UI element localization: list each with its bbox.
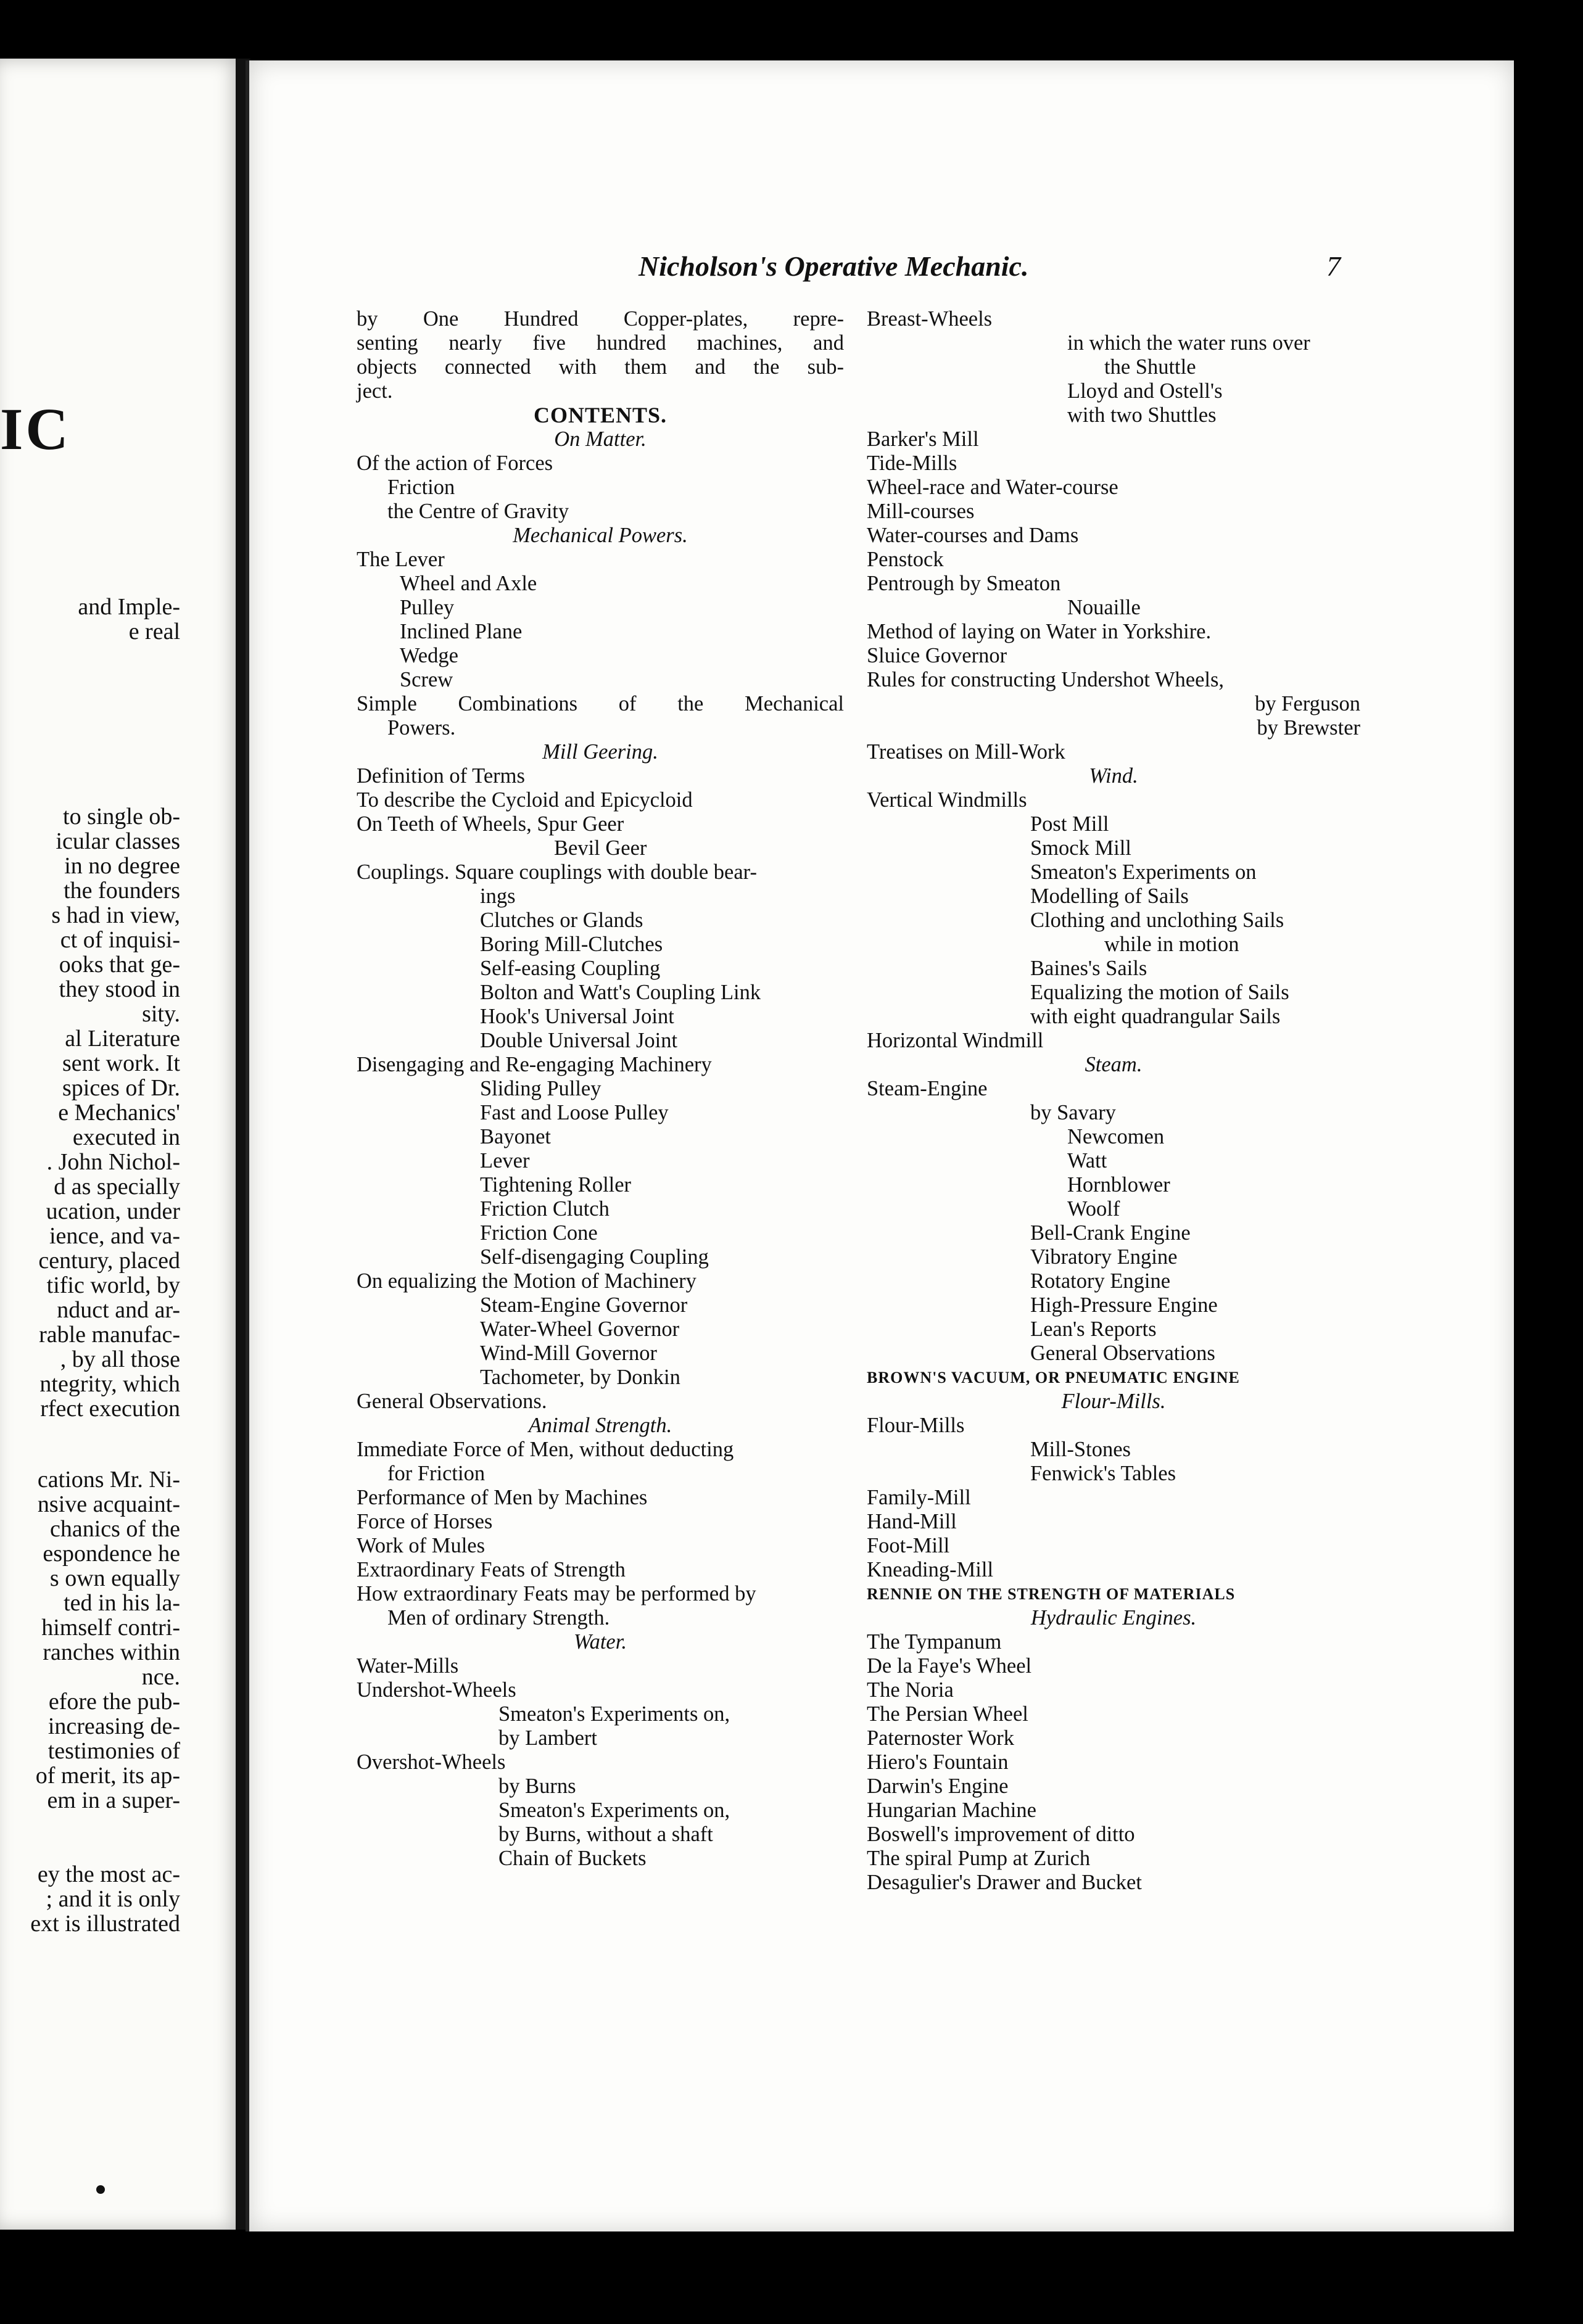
contents-entry: Flour-Mills: [867, 1414, 965, 1437]
facing-page-line: himself contri-: [41, 1615, 180, 1641]
facing-page-line: rable manufac-: [39, 1322, 180, 1348]
contents-entry: Disengaging and Re-engaging Machinery: [357, 1053, 712, 1076]
contents-entry: by Brewster: [1257, 716, 1360, 740]
contents-entry: Mill-courses: [867, 500, 975, 523]
contents-entry: Of the action of Forces: [357, 451, 553, 475]
contents-entry: by Burns: [498, 1774, 576, 1798]
contents-entry: Nouaille: [1067, 596, 1141, 619]
facing-page-line: spices of Dr.: [62, 1075, 180, 1101]
contents-entry: Self-disengaging Coupling: [480, 1245, 709, 1269]
contents-entry: On Teeth of Wheels, Spur Geer: [357, 812, 624, 836]
contents-entry: Bevil Geer: [554, 836, 647, 860]
contents-entry: RENNIE ON THE STRENGTH OF MATERIALS: [867, 1585, 1236, 1603]
facing-page-line: tific world, by: [46, 1272, 180, 1298]
facing-page-line: ext is illustrated: [30, 1911, 180, 1937]
contents-entry: Lloyd and Ostell's: [1067, 379, 1223, 403]
facing-page-line: ; and it is only: [46, 1886, 180, 1912]
section-heading: Flour-Mills.: [1061, 1390, 1166, 1413]
contents-entry: Foot-Mill: [867, 1534, 950, 1557]
contents-entry: Undershot-Wheels: [357, 1678, 516, 1702]
facing-page-line: al Literature: [65, 1026, 180, 1052]
contents-entry: while in motion: [1104, 933, 1239, 956]
contents-entry: by Lambert: [498, 1726, 597, 1750]
facing-page-line: ey the most ac-: [37, 1861, 180, 1887]
contents-entry: Lever: [480, 1149, 530, 1172]
ink-spot: [96, 2185, 105, 2194]
facing-page-line: ience, and va-: [49, 1223, 180, 1249]
contents-entry: The Tympanum: [867, 1630, 1002, 1654]
contents-entry: Family-Mill: [867, 1486, 971, 1509]
contents-entry: Smeaton's Experiments on: [1030, 860, 1257, 884]
contents-entry: by Savary: [1030, 1101, 1116, 1124]
running-header: Nicholson's Operative Mechanic.: [639, 250, 1029, 282]
facing-page-line: ct of inquisi-: [60, 927, 180, 953]
facing-page-line: sity.: [142, 1001, 180, 1027]
contents-entry: The Noria: [867, 1678, 954, 1702]
contents-entry: Hook's Universal Joint: [480, 1005, 674, 1028]
contents-entry: Vibratory Engine: [1030, 1245, 1178, 1269]
contents-entry: Definition of Terms: [357, 764, 525, 788]
contents-entry: the Centre of Gravity: [387, 500, 569, 523]
facing-page-line: rfect execution: [40, 1396, 180, 1422]
facing-page-line: espondence he: [43, 1541, 180, 1567]
facing-page-line: d as specially: [54, 1174, 180, 1200]
contents-entry: in which the water runs over: [1067, 331, 1310, 355]
contents-entry: ings: [480, 884, 516, 908]
contents-entry: Extraordinary Feats of Strength: [357, 1558, 626, 1581]
facing-page-line: e real: [128, 619, 180, 645]
facing-page-line: they stood in: [59, 976, 180, 1002]
contents-entry: Wheel-race and Water-course: [867, 476, 1118, 499]
facing-page-line: ntegrity, which: [39, 1371, 180, 1397]
contents-entry: Bolton and Watt's Coupling Link: [480, 981, 761, 1004]
section-heading: Wind.: [1089, 764, 1138, 788]
contents-column-left: [357, 307, 844, 1871]
facing-page-line: , by all those: [60, 1346, 180, 1372]
contents-entry: High-Pressure Engine: [1030, 1293, 1218, 1317]
contents-entry: Smock Mill: [1030, 836, 1131, 860]
contents-entry: Clutches or Glands: [480, 909, 643, 932]
contents-entry: Friction Clutch: [480, 1197, 610, 1221]
contents-entry: with eight quadrangular Sails: [1030, 1005, 1281, 1028]
contents-entry: On equalizing the Motion of Machinery: [357, 1269, 696, 1293]
contents-entry: Rotatory Engine: [1030, 1269, 1171, 1293]
intro-line: objects connected with them and the sub-: [357, 355, 844, 379]
facing-page-line: ucation, under: [46, 1198, 180, 1224]
contents-entry: Steam-Engine Governor: [480, 1293, 688, 1317]
contents-entry: Boswell's improvement of ditto: [867, 1823, 1135, 1846]
contents-entry: Chain of Buckets: [498, 1847, 647, 1870]
contents-entry: Immediate Force of Men, without deducting: [357, 1438, 734, 1461]
contents-entry: by Ferguson: [1255, 692, 1360, 715]
contents-entry: Lean's Reports: [1030, 1317, 1157, 1341]
contents-entry: Horizontal Windmill: [867, 1029, 1044, 1052]
contents-entry: De la Faye's Wheel: [867, 1654, 1032, 1678]
contents-entry: The spiral Pump at Zurich: [867, 1847, 1091, 1870]
contents-entry: Work of Mules: [357, 1534, 486, 1557]
contents-entry: with two Shuttles: [1067, 403, 1217, 427]
facing-page-line: sent work. It: [62, 1050, 180, 1076]
contents-entry: Screw: [400, 668, 453, 691]
contents-entry: by Burns, without a shaft: [498, 1823, 713, 1846]
contents-entry: Kneading-Mill: [867, 1558, 994, 1581]
facing-page-line: to single ob-: [63, 804, 180, 830]
facing-page-line: increasing de-: [48, 1713, 180, 1739]
section-heading: Steam.: [1085, 1053, 1143, 1076]
section-heading: Mill Geering.: [542, 740, 658, 764]
contents-entry: How extraordinary Feats may be performed by: [357, 1582, 756, 1605]
facing-page-line: nce.: [141, 1664, 180, 1690]
contents-entry: Men of ordinary Strength.: [387, 1606, 610, 1630]
facing-page-line: em in a super-: [47, 1787, 180, 1813]
contents-entry: General Observations.: [357, 1390, 547, 1413]
intro-line: by One Hundred Copper-plates, repre-: [357, 307, 844, 331]
contents-entry: Baines's Sails: [1030, 957, 1147, 980]
contents-entry: Watt: [1067, 1149, 1107, 1172]
contents-entry: Double Universal Joint: [480, 1029, 678, 1052]
contents-entry: Method of laying on Water in Yorkshire.: [867, 620, 1212, 643]
contents-entry: Overshot-Wheels: [357, 1750, 506, 1774]
section-heading: Water.: [574, 1630, 627, 1654]
section-heading: Hydraulic Engines.: [1030, 1606, 1197, 1630]
contents-entry: for Friction: [387, 1462, 486, 1485]
contents-entry: the Shuttle: [1104, 355, 1196, 379]
facing-page-line: ooks that ge-: [59, 952, 180, 978]
contents-entry: Modelling of Sails: [1030, 884, 1189, 908]
facing-page: [0, 59, 239, 2230]
contents-entry: Smeaton's Experiments on,: [498, 1799, 730, 1822]
contents-entry: Tide-Mills: [867, 451, 957, 475]
facing-page-line: s had in view,: [51, 902, 180, 928]
contents-entry: Desagulier's Drawer and Bucket: [867, 1871, 1142, 1894]
contents-entry: Smeaton's Experiments on,: [498, 1702, 730, 1726]
contents-entry: Inclined Plane: [400, 620, 523, 643]
contents-entry: Fast and Loose Pulley: [480, 1101, 669, 1124]
contents-heading: CONTENTS.: [533, 403, 668, 427]
contents-entry: Bayonet: [480, 1125, 551, 1148]
facing-page-line: nsive acquaint-: [37, 1491, 180, 1517]
facing-page-line: century, placed: [38, 1248, 180, 1274]
contents-entry: Treatises on Mill-Work: [867, 740, 1065, 764]
page-number: 7: [1326, 250, 1341, 282]
facing-page-line: in no degree: [64, 853, 180, 879]
contents-entry: Wedge: [400, 644, 458, 667]
contents-entry: BROWN'S VACUUM, OR PNEUMATIC ENGINE: [867, 1369, 1240, 1387]
contents-column-right: [867, 307, 1360, 1895]
contents-entry: Water-Mills: [357, 1654, 459, 1678]
section-heading: Animal Strength.: [528, 1414, 672, 1437]
contents-entry: Hungarian Machine: [867, 1799, 1036, 1822]
facing-page-line: s own equally: [49, 1565, 180, 1591]
contents-entry: Tachometer, by Donkin: [480, 1366, 680, 1389]
contents-entry: Darwin's Engine: [867, 1774, 1009, 1798]
contents-entry: Force of Horses: [357, 1510, 493, 1533]
facing-page-line: ted in his la-: [64, 1590, 180, 1616]
facing-page-line: of merit, its ap-: [35, 1763, 180, 1789]
contents-entry: Woolf: [1067, 1197, 1120, 1221]
contents-entry: Powers.: [387, 716, 456, 740]
facing-page-line: ranches within: [43, 1639, 180, 1665]
contents-entry: Breast-Wheels: [867, 307, 993, 331]
contents-entry: Bell-Crank Engine: [1030, 1221, 1191, 1245]
contents-entry: The Lever: [357, 548, 445, 571]
contents-entry: Hiero's Fountain: [867, 1750, 1009, 1774]
contents-entry: Wheel and Axle: [400, 572, 537, 595]
contents-entry: Pulley: [400, 596, 455, 619]
contents-entry: Steam-Engine: [867, 1077, 988, 1100]
contents-entry: Sluice Governor: [867, 644, 1007, 667]
section-heading: On Matter.: [554, 427, 647, 451]
contents-entry: Equalizing the motion of Sails: [1030, 981, 1289, 1004]
contents-entry: Barker's Mill: [867, 427, 979, 451]
contents-entry: Simple Combinations of the Mechanical: [357, 692, 844, 715]
contents-entry: Mill-Stones: [1030, 1438, 1131, 1461]
contents-entry: Tightening Roller: [480, 1173, 632, 1197]
facing-page-line: chanics of the: [49, 1516, 180, 1542]
contents-entry: Wind-Mill Governor: [480, 1341, 658, 1365]
contents-entry: Vertical Windmills: [867, 788, 1027, 812]
contents-entry: Boring Mill-Clutches: [480, 933, 663, 956]
intro-line: senting nearly five hundred machines, and: [357, 331, 844, 355]
contents-entry: Friction Cone: [480, 1221, 598, 1245]
contents-entry: Water-courses and Dams: [867, 524, 1079, 547]
contents-entry: Hornblower: [1067, 1173, 1170, 1197]
contents-entry: Pentrough by Smeaton: [867, 572, 1061, 595]
contents-entry: Clothing and unclothing Sails: [1030, 909, 1284, 932]
facing-page-line: and Imple-: [78, 594, 180, 620]
facing-page-title-fragment: IC: [0, 396, 71, 462]
contents-entry: The Persian Wheel: [867, 1702, 1028, 1726]
contents-entry: Self-easing Coupling: [480, 957, 661, 980]
facing-page-line: testimonies of: [48, 1738, 180, 1764]
facing-page-line: e Mechanics': [58, 1100, 180, 1126]
facing-page-line: . John Nichol-: [46, 1149, 180, 1175]
facing-page-line: executed in: [72, 1124, 180, 1150]
contents-entry: Performance of Men by Machines: [357, 1486, 648, 1509]
contents-entry: General Observations: [1030, 1341, 1215, 1365]
contents-entry: Newcomen: [1067, 1125, 1165, 1148]
facing-page-line: cations Mr. Ni-: [37, 1467, 180, 1493]
contents-entry: Fenwick's Tables: [1030, 1462, 1176, 1485]
facing-page-line: efore the pub-: [48, 1689, 180, 1715]
contents-entry: Post Mill: [1030, 812, 1109, 836]
contents-entry: Paternoster Work: [867, 1726, 1014, 1750]
contents-entry: To describe the Cycloid and Epicycloid: [357, 788, 693, 812]
facing-page-line: nduct and ar-: [57, 1297, 180, 1323]
contents-entry: Hand-Mill: [867, 1510, 957, 1533]
contents-entry: Friction: [387, 476, 455, 499]
facing-page-line: icular classes: [56, 828, 180, 854]
contents-entry: Penstock: [867, 548, 944, 571]
contents-entry: Couplings. Square couplings with double bear-: [357, 860, 757, 884]
intro-line: ject.: [357, 379, 393, 403]
facing-page-line: the founders: [64, 878, 180, 904]
contents-entry: Water-Wheel Governor: [480, 1317, 680, 1341]
contents-entry: Sliding Pulley: [480, 1077, 601, 1100]
section-heading: Mechanical Powers.: [513, 524, 688, 547]
contents-entry: Rules for constructing Undershot Wheels,: [867, 668, 1225, 691]
